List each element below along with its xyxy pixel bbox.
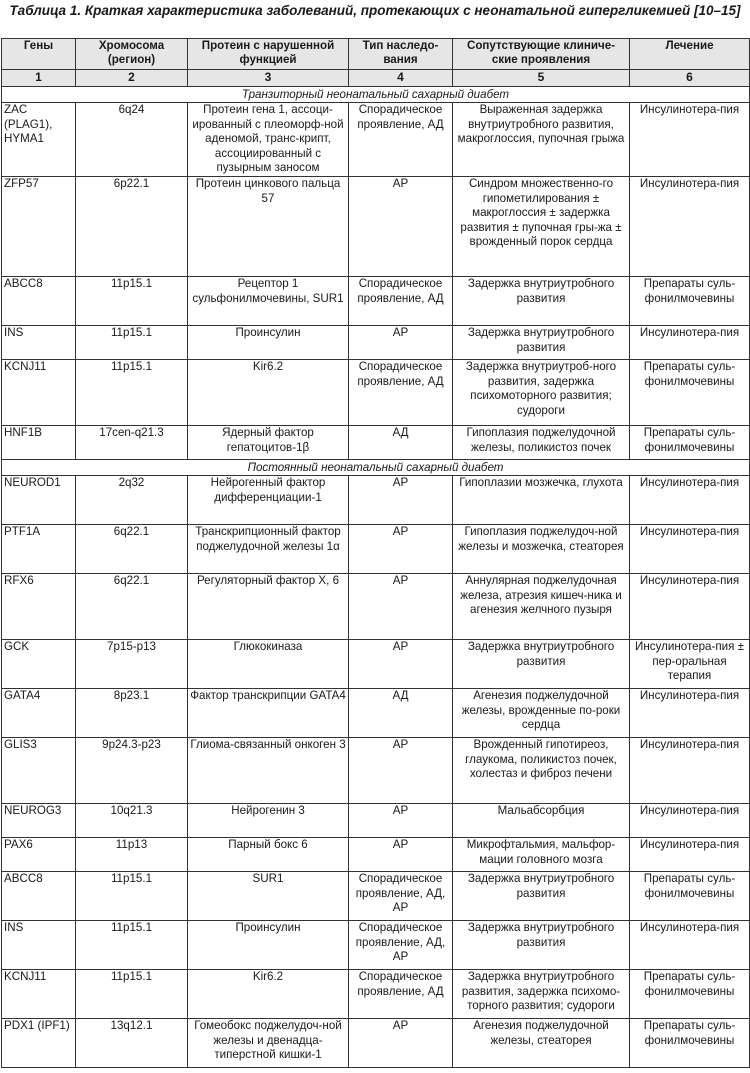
treatment-cell: Инсулинотера-пия — [630, 838, 750, 872]
protein-cell: Kir6.2 — [188, 360, 349, 426]
chromosome-cell: 7p15-p13 — [76, 640, 188, 689]
inheritance-cell: Спорадическое проявление, АД — [349, 277, 453, 326]
gene-cell: NEUROD1 — [2, 476, 76, 525]
treatment-cell: Препараты суль-фонилмочевины — [630, 970, 750, 1019]
treatment-cell: Инсулинотера-пия — [630, 738, 750, 804]
protein-cell: Транскрипционный фактор поджелудочной железы 1α — [188, 525, 349, 574]
clinical-cell: Задержка внутриутробного развития — [453, 921, 630, 970]
section-row — [2, 87, 750, 103]
clinical-cell: Задержка внутриутробного развития — [453, 872, 630, 921]
inheritance-cell: АР — [349, 177, 453, 277]
gene-cell: RFX6 — [2, 574, 76, 640]
col-header-treatment: Лечение — [630, 39, 750, 70]
col-header-genes: Гены — [2, 39, 76, 70]
gene-cell: ZAC (PLAG1), HYMA1 — [2, 103, 76, 177]
clinical-cell: Врожденный гипотиреоз, глаукома, поликистоз почек, холестаз и фиброз печени — [453, 738, 630, 804]
clinical-cell: Выраженная задержка внутриутробного развития, макроглоссия, пупочная грыжа — [453, 103, 630, 177]
treatment-cell: Инсулинотера-пия — [630, 476, 750, 525]
inheritance-cell: Спорадическое проявление, АД — [349, 360, 453, 426]
clinical-cell: Гипоплазия поджелудоч-ной железы и мозжечка, стеаторея — [453, 525, 630, 574]
inheritance-cell: АР — [349, 476, 453, 525]
inheritance-cell: АР — [349, 525, 453, 574]
table-row — [2, 426, 750, 460]
gene-cell: INS — [2, 921, 76, 970]
protein-cell: Протеин гена 1, ассоци-ированный с плеоморф-ной аденомой, транс-крипт, ассоциированный с пузырным заносом — [188, 103, 349, 177]
chromosome-cell: 2q32 — [76, 476, 188, 525]
treatment-cell: Инсулинотера-пия — [630, 921, 750, 970]
clinical-cell: Задержка внутриутроб-ного развития, задержка психомоторного развития; судороги — [453, 360, 630, 426]
section-title: Транзиторный неонатальный сахарный диабет — [2, 87, 750, 103]
treatment-cell: Препараты суль-фонилмочевины — [630, 1019, 750, 1068]
table-row — [2, 804, 750, 838]
inheritance-cell: Спорадическое проявление, АД — [349, 103, 453, 177]
chromosome-cell: 6q24 — [76, 103, 188, 177]
table-row — [2, 476, 750, 525]
gene-cell: PDX1 (IPF1) — [2, 1019, 76, 1068]
col-number: 1 — [2, 70, 76, 87]
col-header-protein: Протеин с нарушенной функцией — [188, 39, 349, 70]
treatment-cell: Инсулинотера-пия — [630, 804, 750, 838]
inheritance-cell: АР — [349, 640, 453, 689]
col-number: 4 — [349, 70, 453, 87]
clinical-cell: Микрофтальмия, мальфор-мации головного мозга — [453, 838, 630, 872]
treatment-cell: Препараты суль-фонилмочевины — [630, 277, 750, 326]
col-header-clinical: Сопутствующие клиниче-ские проявления — [453, 39, 630, 70]
clinical-cell: Агенезия поджелудочной железы, врожденные по-роки сердца — [453, 689, 630, 738]
treatment-cell: Препараты суль-фонилмочевины — [630, 360, 750, 426]
table-row — [2, 326, 750, 360]
table-row — [2, 177, 750, 277]
gene-cell: NEUROG3 — [2, 804, 76, 838]
table-row — [2, 277, 750, 326]
chromosome-cell: 6p22.1 — [76, 177, 188, 277]
treatment-cell: Инсулинотера-пия — [630, 103, 750, 177]
protein-cell: Рецептор 1 сульфонилмочевины, SUR1 — [188, 277, 349, 326]
protein-cell: Фактор транскрипции GATA4 — [188, 689, 349, 738]
chromosome-cell: 6q22.1 — [76, 525, 188, 574]
table-row — [2, 689, 750, 738]
col-number: 6 — [630, 70, 750, 87]
col-header-chromosome: Хромосома (регион) — [76, 39, 188, 70]
inheritance-cell: АР — [349, 838, 453, 872]
chromosome-cell: 9p24.3-p23 — [76, 738, 188, 804]
table-row — [2, 738, 750, 804]
protein-cell: Глюкокиназа — [188, 640, 349, 689]
inheritance-cell: Спорадическое проявление, АД, АР — [349, 921, 453, 970]
table-row — [2, 838, 750, 872]
gene-cell: GLIS3 — [2, 738, 76, 804]
table-caption: Таблица 1. Краткая характеристика заболеваний, протекающих с неонатальной гипергликемией [10–15] — [9, 3, 741, 18]
treatment-cell: Инсулинотера-пия ± пер-оральная терапия — [630, 640, 750, 689]
gene-cell: ZFP57 — [2, 177, 76, 277]
chromosome-cell: 11p15.1 — [76, 360, 188, 426]
chromosome-cell: 11p13 — [76, 838, 188, 872]
gene-cell: KCNJ11 — [2, 360, 76, 426]
gene-cell: HNF1B — [2, 426, 76, 460]
inheritance-cell: АР — [349, 574, 453, 640]
clinical-cell: Гипоплазия поджелудочной железы, поликистоз почек — [453, 426, 630, 460]
chromosome-cell: 11p15.1 — [76, 277, 188, 326]
protein-cell: Глиома-связанный онкоген 3 — [188, 738, 349, 804]
col-number: 3 — [188, 70, 349, 87]
treatment-cell: Инсулинотера-пия — [630, 326, 750, 360]
inheritance-cell: АР — [349, 738, 453, 804]
protein-cell: Парный бокс 6 — [188, 838, 349, 872]
table-header-row — [2, 39, 750, 70]
gene-cell: GATA4 — [2, 689, 76, 738]
table-row — [2, 921, 750, 970]
inheritance-cell: АР — [349, 1019, 453, 1068]
table-row — [2, 360, 750, 426]
gene-cell: ABCC8 — [2, 277, 76, 326]
section-title: Постоянный неонатальный сахарный диабет — [2, 460, 750, 476]
table-row — [2, 872, 750, 921]
inheritance-cell: АР — [349, 804, 453, 838]
table-row — [2, 970, 750, 1019]
col-number: 5 — [453, 70, 630, 87]
treatment-cell: Инсулинотера-пия — [630, 525, 750, 574]
gene-cell: INS — [2, 326, 76, 360]
inheritance-cell: Спорадическое проявление, АД — [349, 970, 453, 1019]
gene-cell: PAX6 — [2, 838, 76, 872]
chromosome-cell: 13q12.1 — [76, 1019, 188, 1068]
protein-cell: Проинсулин — [188, 326, 349, 360]
chromosome-cell: 6q22.1 — [76, 574, 188, 640]
protein-cell: Ядерный фактор гепатоцитов-1β — [188, 426, 349, 460]
inheritance-cell: Спорадическое проявление, АД, АР — [349, 872, 453, 921]
genes-table — [1, 38, 750, 1068]
clinical-cell: Задержка внутриутробного развития — [453, 326, 630, 360]
clinical-cell: Аннулярная поджелудочная железа, атрезия кишеч-ника и агенезия желчного пузыря — [453, 574, 630, 640]
clinical-cell: Мальабсорбция — [453, 804, 630, 838]
inheritance-cell: АД — [349, 689, 453, 738]
table-row — [2, 1019, 750, 1068]
chromosome-cell: 17cen-q21.3 — [76, 426, 188, 460]
protein-cell: Гомеобокс поджелудоч-ной железы и двенадца-типерстной кишки-1 — [188, 1019, 349, 1068]
treatment-cell: Препараты суль-фонилмочевины — [630, 872, 750, 921]
clinical-cell: Задержка внутриутробного развития, задержка психомо-торного развития; судороги — [453, 970, 630, 1019]
clinical-cell: Гипоплазии мозжечка, глухота — [453, 476, 630, 525]
gene-cell: PTF1A — [2, 525, 76, 574]
chromosome-cell: 11p15.1 — [76, 970, 188, 1019]
col-number: 2 — [76, 70, 188, 87]
protein-cell: Kir6.2 — [188, 970, 349, 1019]
chromosome-cell: 8p23.1 — [76, 689, 188, 738]
section-row — [2, 460, 750, 476]
table-row — [2, 103, 750, 177]
chromosome-cell: 11p15.1 — [76, 326, 188, 360]
table-body — [2, 87, 750, 1068]
treatment-cell: Препараты суль-фонилмочевины — [630, 426, 750, 460]
treatment-cell: Инсулинотера-пия — [630, 574, 750, 640]
chromosome-cell: 10q21.3 — [76, 804, 188, 838]
chromosome-cell: 11p15.1 — [76, 921, 188, 970]
gene-cell: ABCC8 — [2, 872, 76, 921]
clinical-cell: Синдром множественно-го гипометилирования ± макроглоссия ± задержка развития ± пупочная гры-жа ± врожденный порок сердца — [453, 177, 630, 277]
chromosome-cell: 11p15.1 — [76, 872, 188, 921]
gene-cell: KCNJ11 — [2, 970, 76, 1019]
clinical-cell: Задержка внутриутробного развития — [453, 640, 630, 689]
protein-cell: Нейрогенин 3 — [188, 804, 349, 838]
col-header-inheritance: Тип наследо-вания — [349, 39, 453, 70]
treatment-cell: Инсулинотера-пия — [630, 177, 750, 277]
clinical-cell: Задержка внутриутробного развития — [453, 277, 630, 326]
table-row — [2, 574, 750, 640]
treatment-cell: Инсулинотера-пия — [630, 689, 750, 738]
protein-cell: Регуляторный фактор X, 6 — [188, 574, 349, 640]
table-row — [2, 640, 750, 689]
protein-cell: Проинсулин — [188, 921, 349, 970]
inheritance-cell: АД — [349, 426, 453, 460]
protein-cell: Протеин цинкового пальца 57 — [188, 177, 349, 277]
clinical-cell: Агенезия поджелудочной железы, стеаторея — [453, 1019, 630, 1068]
gene-cell: GCK — [2, 640, 76, 689]
inheritance-cell: АР — [349, 326, 453, 360]
protein-cell: Нейрогенный фактор дифференциации-1 — [188, 476, 349, 525]
table-number-row — [2, 70, 750, 87]
protein-cell: SUR1 — [188, 872, 349, 921]
table-row — [2, 525, 750, 574]
